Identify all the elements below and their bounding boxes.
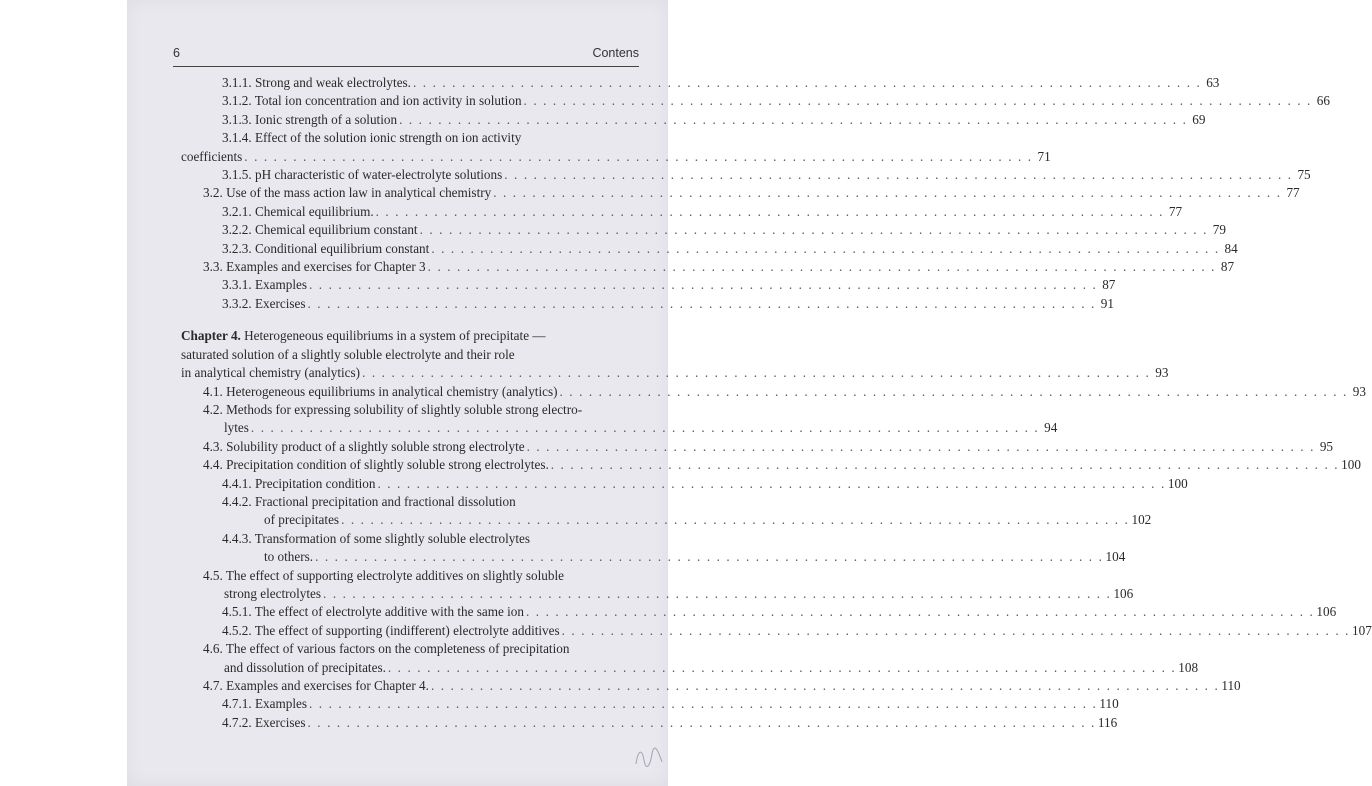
- toc-entry: 3.1.5. pH characteristic of water-electrolyte solutions . . . . . . . . . . . . . . . . . . . . . . . . . . . . . . . . . . . . . . . . . . . . . . . . . . . . . . . . . . . . . . . . . . . . . . . . . . . . . . . . . 75: [222, 167, 1311, 183]
- toc-entry: 3.2.2. Chemical equilibrium constant . . . . . . . . . . . . . . . . . . . . . . . . . . . . . . . . . . . . . . . . . . . . . . . . . . . . . . . . . . . . . . . . . . . . . . . . . . . . . . . . . 79: [222, 222, 1226, 238]
- toc-entry: 3.2. Use of the mass action law in analytical chemistry . . . . . . . . . . . . . . . . . . . . . . . . . . . . . . . . . . . . . . . . . . . . . . . . . . . . . . . . . . . . . . . . . . . . . . . . . . . . . . . . . 77: [203, 185, 1300, 201]
- page-number: 6: [173, 46, 180, 60]
- handwritten-mark: [632, 742, 666, 770]
- toc-entry: 3.1.3. Ionic strength of a solution . . . . . . . . . . . . . . . . . . . . . . . . . . . . . . . . . . . . . . . . . . . . . . . . . . . . . . . . . . . . . . . . . . . . . . . . . . . . . . . . . 69: [222, 111, 1206, 127]
- toc-entry: 4.4.2. Fractional precipitation and fractional dissolution of precipitates . . . . . . . . . . . . . . . . . . . . . . . . . . . . . . . . . . . . . . . . . . . . . . . . . . . . . . . . . . . . . . . . . . . . . . . . . . . . . . . . . 102: [222, 493, 1152, 528]
- header-rule: [173, 66, 639, 67]
- toc-entry: 4.2. Methods for expressing solubility of slightly soluble strong electro- lytes . . . . . . . . . . . . . . . . . . . . . . . . . . . . . . . . . . . . . . . . . . . . . . . . . . . . . . . . . . . . . . . . . . . . . . . . . . . . . . . . . 94: [203, 401, 1058, 436]
- toc-entry: 3.1.1. Strong and weak electrolytes. . . . . . . . . . . . . . . . . . . . . . . . . . . . . . . . . . . . . . . . . . . . . . . . . . . . . . . . . . . . . . . . . . . . . . . . . . . . . . . . . . 63: [222, 75, 1220, 90]
- toc-entry: 4.6. The effect of various factors on the completeness of precipitation and dissolution of precipitates. . . . . . . . . . . . . . . . . . . . . . . . . . . . . . . . . . . . . . . . . . . . . . . . . . . . . . . . . . . . . . . . . . . . . . . . . . . . . . . . . . 108: [203, 641, 1199, 675]
- toc-entry: 3.1.4. Effect of the solution ionic strength on ion activity coefficients . . . . . . . . . . . . . . . . . . . . . . . . . . . . . . . . . . . . . . . . . . . . . . . . . . . . . . . . . . . . . . . . . . . . . . . . . . . . . . . . . 71: [181, 130, 1051, 164]
- toc-entry: 3.1.2. Total ion concentration and ion activity in solution . . . . . . . . . . . . . . . . . . . . . . . . . . . . . . . . . . . . . . . . . . . . . . . . . . . . . . . . . . . . . . . . . . . . . . . . . . . . . . . . . 66: [222, 93, 1330, 109]
- chapter-spacer: [181, 313, 631, 327]
- toc-entry: 4.7. Examples and exercises for Chapter 4. . . . . . . . . . . . . . . . . . . . . . . . . . . . . . . . . . . . . . . . . . . . . . . . . . . . . . . . . . . . . . . . . . . . . . . . . . . . . . . . . . 110: [203, 678, 1241, 693]
- toc-entry: 4.5.1. The effect of electrolyte additive with the same ion . . . . . . . . . . . . . . . . . . . . . . . . . . . . . . . . . . . . . . . . . . . . . . . . . . . . . . . . . . . . . . . . . . . . . . . . . . . . . . . . . 106: [222, 604, 1337, 620]
- toc-entry: 3.3.1. Examples . . . . . . . . . . . . . . . . . . . . . . . . . . . . . . . . . . . . . . . . . . . . . . . . . . . . . . . . . . . . . . . . . . . . . . . . . . . . . . . . . 87: [222, 277, 1116, 293]
- toc-entry: 4.5. The effect of supporting electrolyte additives on slightly soluble strong electrolytes . . . . . . . . . . . . . . . . . . . . . . . . . . . . . . . . . . . . . . . . . . . . . . . . . . . . . . . . . . . . . . . . . . . . . . . . . . . . . . . . . 106: [203, 567, 1134, 601]
- toc-entry: 3.3. Examples and exercises for Chapter 3 . . . . . . . . . . . . . . . . . . . . . . . . . . . . . . . . . . . . . . . . . . . . . . . . . . . . . . . . . . . . . . . . . . . . . . . . . . . . . . . . . 87: [203, 259, 1235, 275]
- toc-entry: 4.4.1. Precipitation condition . . . . . . . . . . . . . . . . . . . . . . . . . . . . . . . . . . . . . . . . . . . . . . . . . . . . . . . . . . . . . . . . . . . . . . . . . . . . . . . . . 100: [222, 475, 1188, 491]
- running-head: [173, 46, 639, 64]
- toc-entry: 4.4.3. Transformation of some slightly soluble electrolytes to others. . . . . . . . . . . . . . . . . . . . . . . . . . . . . . . . . . . . . . . . . . . . . . . . . . . . . . . . . . . . . . . . . . . . . . . . . . . . . . . . . . 104: [222, 530, 1126, 565]
- toc-entry: 4.3. Solubility product of a slightly soluble strong electrolyte . . . . . . . . . . . . . . . . . . . . . . . . . . . . . . . . . . . . . . . . . . . . . . . . . . . . . . . . . . . . . . . . . . . . . . . . . . . . . . . . . 95: [203, 438, 1333, 454]
- signature-scribble: [632, 742, 666, 770]
- toc-entry: 3.2.1. Chemical equilibrium. . . . . . . . . . . . . . . . . . . . . . . . . . . . . . . . . . . . . . . . . . . . . . . . . . . . . . . . . . . . . . . . . . . . . . . . . . . . . . . . . . 77: [222, 203, 1183, 219]
- toc-entry: 4.7.2. Exercises . . . . . . . . . . . . . . . . . . . . . . . . . . . . . . . . . . . . . . . . . . . . . . . . . . . . . . . . . . . . . . . . . . . . . . . . . . . . . . . . . 116: [222, 714, 1118, 730]
- toc-entry: 3.2.3. Conditional equilibrium constant . . . . . . . . . . . . . . . . . . . . . . . . . . . . . . . . . . . . . . . . . . . . . . . . . . . . . . . . . . . . . . . . . . . . . . . . . . . . . . . . . 84: [222, 240, 1238, 256]
- toc-entry: 4.5.2. The effect of supporting (indifferent) electrolyte additives . . . . . . . . . . . . . . . . . . . . . . . . . . . . . . . . . . . . . . . . . . . . . . . . . . . . . . . . . . . . . . . . . . . . . . . . . . . . . . . . . 107: [222, 622, 1372, 638]
- running-title: Contens: [592, 46, 639, 60]
- toc-entry: 4.7.1. Examples . . . . . . . . . . . . . . . . . . . . . . . . . . . . . . . . . . . . . . . . . . . . . . . . . . . . . . . . . . . . . . . . . . . . . . . . . . . . . . . . . 110: [222, 696, 1119, 712]
- toc-chapter-entry: Chapter 4. Heterogeneous equilibriums in a system of precipitate — saturated solution of a slightly soluble electrolyte and their role in analytical chemistry (analytics) . . . . . . . . . . . . . . . . . . . . . . . . . . . . . . . . . . . . . . . . . . . . . . . . . . . . . . . . . . . . . . . . . . . . . . . . . . . . . . . . . 93: [181, 328, 1169, 381]
- table-of-contents: [181, 74, 1372, 732]
- toc-entry: 4.4. Precipitation condition of slightly soluble strong electrolytes. . . . . . . . . . . . . . . . . . . . . . . . . . . . . . . . . . . . . . . . . . . . . . . . . . . . . . . . . . . . . . . . . . . . . . . . . . . . . . . . . . 100: [203, 457, 1361, 473]
- chapter-label: Chapter 4.: [181, 328, 241, 344]
- toc-entry: 4.1. Heterogeneous equilibriums in analytical chemistry (analytics) . . . . . . . . . . . . . . . . . . . . . . . . . . . . . . . . . . . . . . . . . . . . . . . . . . . . . . . . . . . . . . . . . . . . . . . . . . . . . . . . . 93: [203, 383, 1366, 399]
- toc-entry: 3.3.2. Exercises . . . . . . . . . . . . . . . . . . . . . . . . . . . . . . . . . . . . . . . . . . . . . . . . . . . . . . . . . . . . . . . . . . . . . . . . . . . . . . . . . 91: [222, 295, 1114, 311]
